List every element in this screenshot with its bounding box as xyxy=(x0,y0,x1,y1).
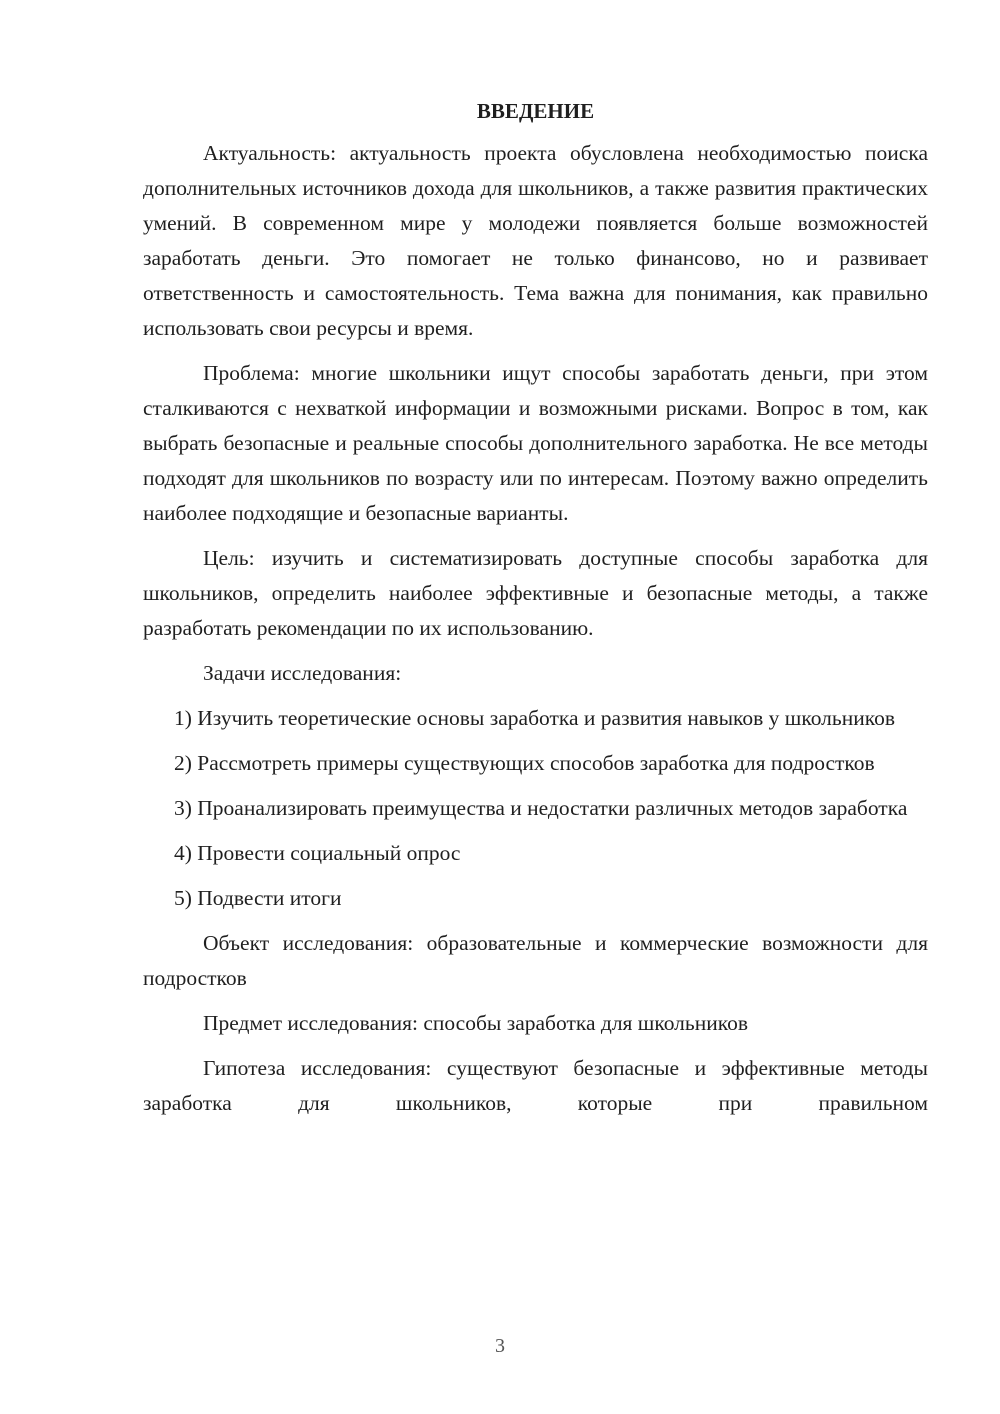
task-item: 3) Проанализировать преимущества и недостатки различных методов заработка xyxy=(174,796,908,820)
task-item: 5) Подвести итоги xyxy=(174,886,342,910)
tasks-heading: Задачи исследования: xyxy=(203,661,402,685)
problem-paragraph: Проблема: многие школьники ищут способы заработать деньги, при этом сталкиваются с нехваткой информации и возможными рисками. Вопрос в том, как выбрать безопасные и реальные способы дополнительного заработка. Не все методы подходят для школьников по возрасту или по интересам. Поэтому важно определить наиболее подходящие и безопасные варианты. xyxy=(143,361,928,525)
subject-paragraph: Предмет исследования: способы заработка для школьников xyxy=(203,1011,748,1035)
goal-paragraph: Цель: изучить и систематизировать доступные способы заработка для школьников, определить наиболее эффективные и безопасные методы, а также разработать рекомендации по их использованию. xyxy=(143,546,928,640)
task-item: 4) Провести социальный опрос xyxy=(174,841,461,865)
task-item: 1) Изучить теоретические основы заработка и развития навыков у школьников xyxy=(174,706,895,730)
page-number: 3 xyxy=(495,1335,505,1357)
section-title: ВВЕДЕНИЕ xyxy=(476,99,595,123)
task-item: 2) Рассмотреть примеры существующих способов заработка для подростков xyxy=(174,751,875,775)
hypothesis-paragraph: Гипотеза исследования: существуют безопасные и эффективные методы заработка для школьников, которые при правильном xyxy=(143,1056,928,1115)
page-body xyxy=(143,96,928,1121)
object-paragraph: Объект исследования: образовательные и коммерческие возможности для подростков xyxy=(143,931,928,990)
relevance-paragraph: Актуальность: актуальность проекта обусловлена необходимостью поиска дополнительных источников дохода для школьников, а также развития практических умений. В современном мире у молодежи появляется больше возможностей заработать деньги. Это помогает не только финансово, но и развивает ответственность и самостоятельность. Тема важна для понимания, как правильно использовать свои ресурсы и время. xyxy=(143,141,928,340)
